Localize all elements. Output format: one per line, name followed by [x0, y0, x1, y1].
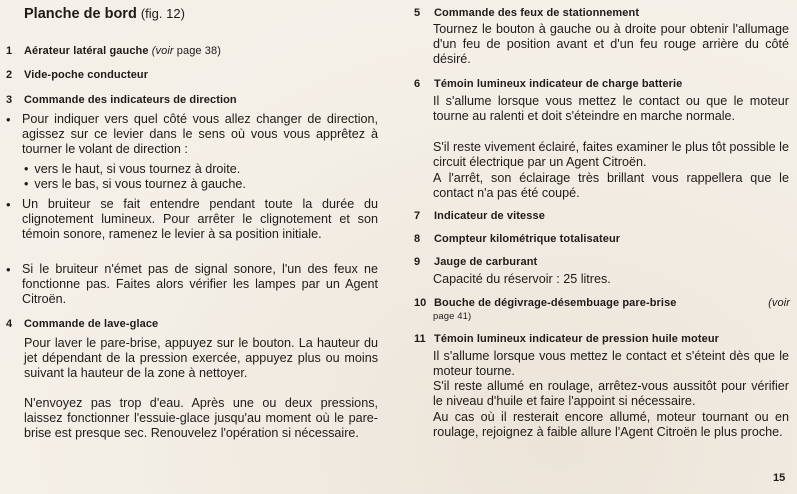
item-number: 5 [414, 7, 421, 19]
bullet: • [24, 177, 29, 191]
figure-reference: (fig. 12) [140, 6, 185, 21]
bullet-paragraph [6, 262, 378, 308]
title-text: Planche de bord [24, 6, 137, 22]
paragraph-text: Si le bruiteur n'émet pas de signal sonore, l'un des feux ne fonctionne pas. Faites alors vérifier les lampes par un Agent Citroën. [22, 262, 378, 307]
item-number: 2 [6, 69, 13, 81]
paragraph-text: Il s'allume lorsque vous mettez le contact et s'éteint dès que le moteur tourne. [433, 349, 789, 379]
paragraph-text: Pour indiquer vers quel côté vous allez changer de direction, agissez sur ce levier dans le sens où vous vous apprêtez à tourner le volant de direction : [22, 112, 378, 157]
item-number: 10 [414, 297, 427, 309]
paragraph-text: Pour laver le pare-brise, appuyez sur le bouton. La hauteur du jet dépendant de la pression exercée, appuyez plus ou moins suivant la hauteur de la zone à nettoyer. [24, 336, 378, 381]
item-heading [434, 297, 790, 309]
item-heading: Commande de lave-glace [24, 318, 159, 330]
sub-bullet [24, 177, 246, 192]
bullet: • [6, 197, 11, 212]
item-number: 9 [414, 256, 421, 268]
item-number: 7 [414, 210, 421, 222]
item-number: 4 [6, 318, 13, 330]
heading-text: Aérateur latéral gauche [24, 45, 149, 57]
item-heading [24, 45, 221, 57]
item-heading: Vide-poche conducteur [24, 69, 149, 81]
paragraph-text: Il s'allume lorsque vous mettez le contact ou que le moteur tourne au ralenti et doit s'éteindre en marche normale. [433, 94, 789, 124]
item-heading: Témoin lumineux indicateur de charge batterie [434, 78, 683, 90]
paragraph-text: S'il reste vivement éclairé, faites examiner le plus tôt possible le circuit électrique par un Agent Citroën. [433, 140, 789, 170]
paragraph-text: Tournez le bouton à gauche ou à droite pour obtenir l'allumage d'un feu de position avant et d'un feu rouge arrière du côté désiré. [433, 22, 789, 67]
item-number: 8 [414, 233, 421, 245]
item-number: 1 [6, 45, 13, 57]
paragraph-text: S'il reste allumé en roulage, arrêtez-vous aussitôt pour vérifier le niveau d'huile et faire l'appoint si nécessaire. [433, 379, 789, 409]
item-heading: Indicateur de vitesse [434, 210, 545, 222]
paragraph-text: A l'arrêt, son éclairage très brillant vous rappellera que le contact n'a pas été coupé. [433, 171, 789, 201]
item-number: 3 [6, 94, 13, 106]
bullet-paragraph [6, 112, 378, 158]
see-reference: (voir [151, 45, 174, 57]
page-reference: page 38) [173, 45, 222, 57]
sub-bullet-text: vers le bas, si vous tournez à gauche. [34, 177, 246, 191]
bullet: • [24, 162, 29, 176]
page-title [24, 6, 185, 22]
page-reference: page 41) [433, 311, 472, 322]
item-heading: Témoin lumineux indicateur de pression huile moteur [434, 333, 720, 345]
sub-bullet-text: vers le haut, si vous tournez à droite. [34, 162, 241, 176]
page-number: 15 [773, 472, 786, 484]
item-heading: Jauge de carburant [434, 256, 538, 268]
see-reference: (voir [768, 297, 790, 309]
item-heading: Compteur kilométrique totalisateur [434, 233, 621, 245]
heading-text: Bouche de dégivrage-désembuage pare-brise [434, 297, 677, 309]
paragraph-text: Capacité du réservoir : 25 litres. [433, 272, 611, 286]
bullet: • [6, 262, 11, 277]
bullet-paragraph [6, 197, 378, 259]
paragraph-text: Un bruiteur se fait entendre pendant toute la durée du clignotement lumineux. Pour arrêter le clignotement et son témoin sonore, ramenez le levier à sa position initiale. [22, 197, 378, 242]
item-heading: Commande des indicateurs de direction [24, 94, 237, 106]
paragraph-text: Au cas où il resterait encore allumé, moteur tournant ou en roulage, rejoignez à faible allure l'Agent Citroën le plus proche. [433, 410, 789, 440]
item-heading: Commande des feux de stationnement [434, 7, 640, 19]
paragraph-text: N'envoyez pas trop d'eau. Après une ou deux pressions, laissez fonctionner l'essuie-glace jusqu'au moment où le pare-brise est presque sec. Renouvelez l'opération si nécessaire. [24, 396, 378, 441]
item-number: 6 [414, 78, 421, 90]
item-number: 11 [414, 333, 426, 345]
sub-bullet [24, 162, 240, 177]
bullet: • [6, 112, 11, 127]
